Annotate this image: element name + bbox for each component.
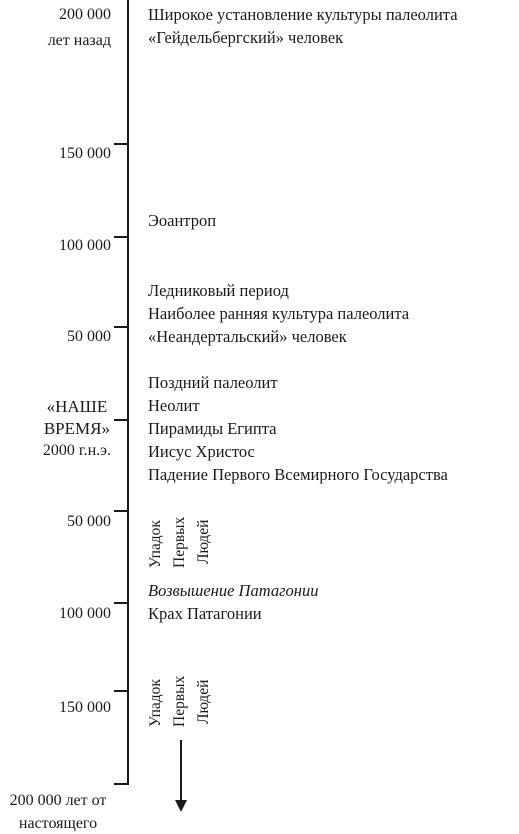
event-neolithic: Неолит	[148, 396, 200, 415]
label-100000-future: 100 000	[59, 605, 111, 622]
event-heidelberg-man: «Гейдельбергский» человек	[148, 28, 344, 47]
event-paleolithic-spread: Широкое установление культуры палеолита	[148, 5, 458, 24]
event-late-paleolithic: Поздний палеолит	[148, 373, 278, 392]
decline-first-men-2-word2: Первых	[171, 675, 188, 727]
event-neanderthal-man: «Неандертальский» человек	[148, 327, 347, 346]
event-eoanthropus: Эоантроп	[148, 211, 217, 230]
decline-first-men-2-word1: Упадок	[147, 679, 164, 727]
label-present: настоящего	[18, 815, 98, 832]
event-earliest-paleolithic: Наиболее ранняя культура палеолита	[148, 304, 410, 323]
label-100000-past: 100 000	[59, 237, 111, 254]
down-arrow-icon	[175, 800, 187, 812]
label-50000-future: 50 000	[67, 513, 111, 530]
decline-first-men-1-word1: Упадок	[147, 520, 164, 568]
decline-first-men-1-word3: Людей	[195, 519, 212, 564]
event-egypt-pyramids: Пирамиды Египта	[148, 419, 277, 438]
label-50000-past: 50 000	[67, 328, 111, 345]
tick-50000-future	[114, 510, 129, 512]
label-200000-years-from: 200 000 лет от	[9, 792, 107, 809]
label-our-time-line2: ВРЕМЯ»	[43, 419, 110, 438]
label-our-time	[43, 397, 111, 461]
label-years-ago: лет назад	[47, 32, 111, 49]
event-collapse-of-patagonia: Крах Патагонии	[148, 604, 262, 623]
label-200000-years-ago	[48, 5, 111, 51]
label-150000-past: 150 000	[59, 145, 111, 162]
future-arrow-shaft	[180, 740, 182, 802]
label-our-time-line1: «НАШЕ	[46, 397, 108, 416]
event-fall-first-world-state: Падение Первого Всемирного Государства	[148, 465, 448, 484]
label-our-time-line3: 2000 г.н.э.	[42, 442, 111, 459]
event-jesus-christ: Иисус Христос	[148, 442, 255, 461]
tick-100000-past	[114, 236, 129, 238]
label-200000-from-now	[0, 791, 116, 834]
decline-first-men-2-word3: Людей	[195, 679, 212, 724]
tick-50000-past	[114, 326, 129, 328]
decline-first-men-1-word2: Первых	[171, 516, 188, 568]
timeline-axis	[127, 0, 129, 784]
tick-200000-future	[114, 783, 129, 785]
event-ice-age: Ледниковый период	[148, 281, 289, 300]
tick-150000-past	[114, 143, 129, 145]
tick-present	[114, 419, 129, 421]
label-150000-future: 150 000	[59, 699, 111, 716]
label-200000: 200 000	[59, 6, 111, 23]
event-rise-of-patagonia: Возвышение Патагонии	[148, 581, 319, 600]
tick-150000-future	[114, 690, 129, 692]
tick-100000-future	[114, 602, 129, 604]
